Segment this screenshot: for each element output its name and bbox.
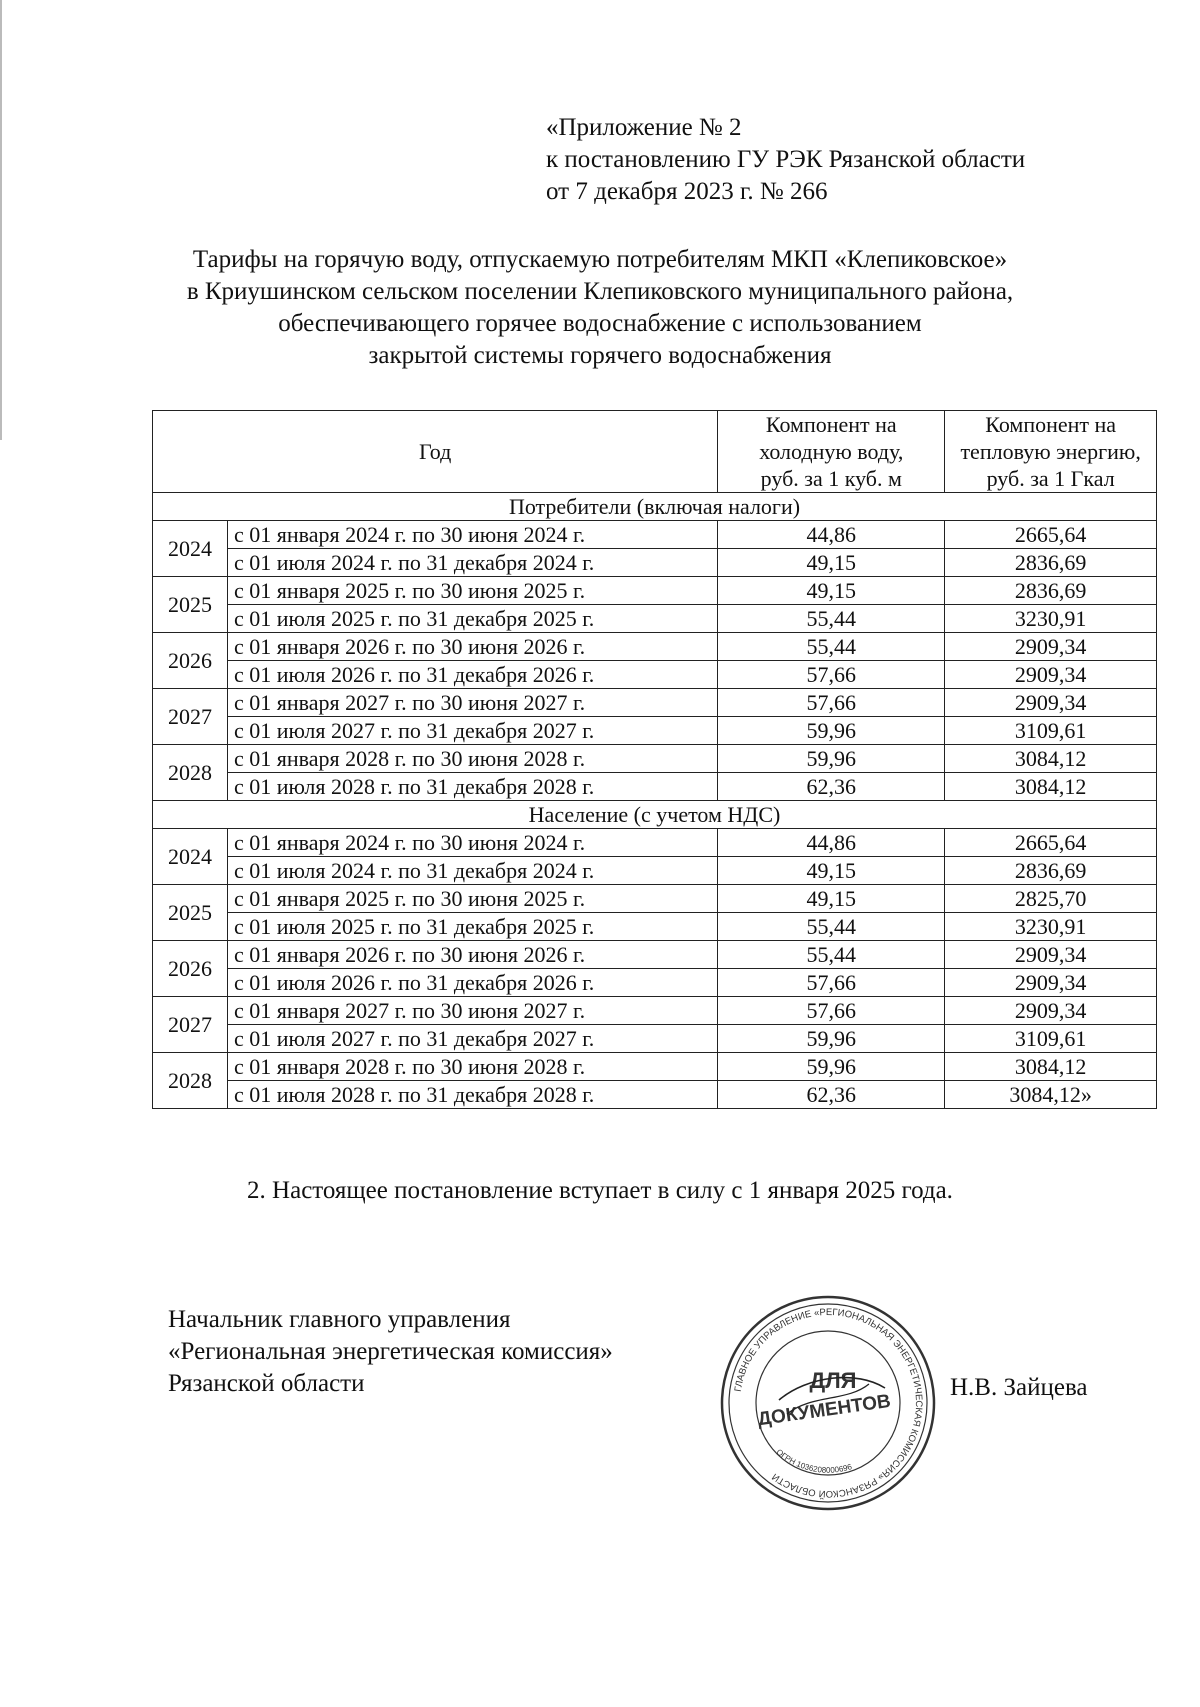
period-cell: с 01 июля 2026 г. по 31 декабря 2026 г. <box>228 661 718 689</box>
year-cell: 2027 <box>153 689 228 745</box>
table-row <box>153 549 1157 577</box>
period-cell: с 01 января 2028 г. по 30 июня 2028 г. <box>228 745 718 773</box>
table-row <box>153 521 1157 549</box>
period-cell: с 01 июля 2028 г. по 31 декабря 2028 г. <box>228 773 718 801</box>
heat-energy-cell: 3230,91 <box>945 913 1157 941</box>
cold-water-cell: 62,36 <box>718 773 945 801</box>
period-cell: с 01 июля 2027 г. по 31 декабря 2027 г. <box>228 1025 718 1053</box>
header-cold-line: Компонент на <box>765 412 897 437</box>
section-row <box>153 801 1157 829</box>
heat-energy-cell: 3084,12 <box>945 1053 1157 1081</box>
year-cell: 2028 <box>153 745 228 801</box>
header-heat-line: тепловую энергию, <box>960 439 1141 464</box>
header-row <box>153 411 1157 493</box>
title-line-3: обеспечивающего горячее водоснабжение с использованием <box>278 310 922 337</box>
heat-energy-cell: 3109,61 <box>945 717 1157 745</box>
table-row <box>153 885 1157 913</box>
cold-water-cell: 55,44 <box>718 913 945 941</box>
title-line-2: в Криушинском сельском поселении Клепиковского муниципального района, <box>186 278 1014 305</box>
heat-energy-cell: 2836,69 <box>945 577 1157 605</box>
cold-water-cell: 55,44 <box>718 605 945 633</box>
cold-water-cell: 62,36 <box>718 1081 945 1109</box>
period-cell: с 01 июля 2027 г. по 31 декабря 2027 г. <box>228 717 718 745</box>
position-line-3: Рязанской области <box>168 1370 365 1397</box>
tariff-table <box>152 410 1157 1109</box>
cold-water-cell: 57,66 <box>718 661 945 689</box>
heat-energy-cell: 2909,34 <box>945 969 1157 997</box>
section-title: Потребители (включая налоги) <box>153 493 1157 521</box>
cold-water-cell: 59,96 <box>718 1025 945 1053</box>
year-cell: 2025 <box>153 885 228 941</box>
table-row <box>153 913 1157 941</box>
year-cell: 2024 <box>153 521 228 577</box>
effective-date-clause: 2. Настоящее постановление вступает в силу с 1 января 2025 года. <box>247 1177 953 1204</box>
period-cell: с 01 июля 2026 г. по 31 декабря 2026 г. <box>228 969 718 997</box>
header-year: Год <box>153 411 718 493</box>
cold-water-cell: 49,15 <box>718 885 945 913</box>
position-line-2: «Региональная энергетическая комиссия» <box>168 1338 613 1365</box>
period-cell: с 01 января 2027 г. по 30 июня 2027 г. <box>228 689 718 717</box>
heat-energy-cell: 2909,34 <box>945 997 1157 1025</box>
cold-water-cell: 49,15 <box>718 577 945 605</box>
header-heat-line: Компонент на <box>985 412 1117 437</box>
heat-energy-cell: 2825,70 <box>945 885 1157 913</box>
year-cell: 2025 <box>153 577 228 633</box>
year-cell: 2026 <box>153 633 228 689</box>
appendix-reference <box>546 112 1025 208</box>
table-row <box>153 829 1157 857</box>
cold-water-cell: 59,96 <box>718 745 945 773</box>
cold-water-cell: 44,86 <box>718 521 945 549</box>
period-cell: с 01 января 2026 г. по 30 июня 2026 г. <box>228 633 718 661</box>
period-cell: с 01 января 2027 г. по 30 июня 2027 г. <box>228 997 718 1025</box>
heat-energy-cell: 2836,69 <box>945 857 1157 885</box>
position-line-1: Начальник главного управления <box>168 1306 511 1333</box>
section-row <box>153 493 1157 521</box>
table-row <box>153 857 1157 885</box>
table-row <box>153 969 1157 997</box>
stamp-ogrn-text: ОГРН 1036208000696 <box>774 1447 853 1475</box>
table-row <box>153 1053 1157 1081</box>
year-cell: 2024 <box>153 829 228 885</box>
table-row <box>153 773 1157 801</box>
heat-energy-cell: 3109,61 <box>945 1025 1157 1053</box>
table-row <box>153 633 1157 661</box>
table-row <box>153 717 1157 745</box>
table-row <box>153 941 1157 969</box>
title-line-1: Тарифы на горячую воду, отпускаемую потребителям МКП «Клепиковское» <box>192 246 1008 273</box>
heat-energy-cell: 2665,64 <box>945 521 1157 549</box>
heat-energy-cell: 2909,34 <box>945 689 1157 717</box>
cold-water-cell: 55,44 <box>718 633 945 661</box>
table-row <box>153 605 1157 633</box>
appendix-line-3: от 7 декабря 2023 г. № 266 <box>546 178 828 205</box>
period-cell: с 01 июля 2028 г. по 31 декабря 2028 г. <box>228 1081 718 1109</box>
table-row <box>153 1081 1157 1109</box>
period-cell: с 01 января 2024 г. по 30 июня 2024 г. <box>228 521 718 549</box>
table-row <box>153 577 1157 605</box>
cold-water-cell: 55,44 <box>718 941 945 969</box>
heat-energy-cell: 3230,91 <box>945 605 1157 633</box>
heat-energy-cell: 2909,34 <box>945 941 1157 969</box>
appendix-line-1: «Приложение № 2 <box>546 114 742 141</box>
table-row <box>153 661 1157 689</box>
header-cold-line: холодную воду, <box>759 439 904 464</box>
period-cell: с 01 июля 2024 г. по 31 декабря 2024 г. <box>228 549 718 577</box>
period-cell: с 01 января 2025 г. по 30 июня 2025 г. <box>228 885 718 913</box>
period-cell: с 01 января 2028 г. по 30 июня 2028 г. <box>228 1053 718 1081</box>
header-cold-line: руб. за 1 куб. м <box>760 466 902 491</box>
title-line-4: закрытой системы горячего водоснабжения <box>368 342 832 369</box>
heat-energy-cell: 2909,34 <box>945 661 1157 689</box>
header-heat-energy <box>945 411 1157 493</box>
heat-energy-cell: 3084,12 <box>945 773 1157 801</box>
signatory-name: Н.В. Зайцева <box>950 1374 1088 1401</box>
header-heat-line: руб. за 1 Гкал <box>986 466 1115 491</box>
period-cell: с 01 января 2025 г. по 30 июня 2025 г. <box>228 577 718 605</box>
cold-water-cell: 57,66 <box>718 689 945 717</box>
table-row <box>153 1025 1157 1053</box>
stamp-center-line-2: ДОКУМЕНТОВ <box>756 1390 893 1431</box>
period-cell: с 01 июля 2025 г. по 31 декабря 2025 г. <box>228 913 718 941</box>
document-title <box>80 244 1120 372</box>
tariff-body <box>153 493 1157 1109</box>
heat-energy-cell: 2836,69 <box>945 549 1157 577</box>
table-row <box>153 745 1157 773</box>
year-cell: 2028 <box>153 1053 228 1109</box>
official-seal-stamp <box>717 1292 939 1514</box>
cold-water-cell: 49,15 <box>718 549 945 577</box>
period-cell: с 01 января 2024 г. по 30 июня 2024 г. <box>228 829 718 857</box>
cold-water-cell: 44,86 <box>718 829 945 857</box>
cold-water-cell: 49,15 <box>718 857 945 885</box>
period-cell: с 01 июля 2024 г. по 31 декабря 2024 г. <box>228 857 718 885</box>
stamp-center-line-1: ДЛЯ <box>809 1368 857 1393</box>
year-cell: 2026 <box>153 941 228 997</box>
cold-water-cell: 59,96 <box>718 717 945 745</box>
cold-water-cell: 57,66 <box>718 997 945 1025</box>
cold-water-cell: 57,66 <box>718 969 945 997</box>
heat-energy-cell: 2665,64 <box>945 829 1157 857</box>
table-row <box>153 689 1157 717</box>
table-row <box>153 997 1157 1025</box>
appendix-line-2: к постановлению ГУ РЭК Рязанской области <box>546 146 1026 173</box>
section-title: Население (с учетом НДС) <box>153 801 1157 829</box>
signatory-position <box>168 1304 613 1400</box>
period-cell: с 01 июля 2025 г. по 31 декабря 2025 г. <box>228 605 718 633</box>
heat-energy-cell: 3084,12 <box>945 745 1157 773</box>
cold-water-cell: 59,96 <box>718 1053 945 1081</box>
stamp-ring-text: ГЛАВНОЕ УПРАВЛЕНИЕ «РЕГИОНАЛЬНАЯ ЭНЕРГЕТИЧЕСКАЯ КОМИССИЯ» РЯЗАНСКОЙ ОБЛАСТИ <box>732 1306 925 1500</box>
heat-energy-cell: 2909,34 <box>945 633 1157 661</box>
scan-margin-line <box>0 0 2 440</box>
header-cold-water <box>718 411 945 493</box>
period-cell: с 01 января 2026 г. по 30 июня 2026 г. <box>228 941 718 969</box>
heat-energy-cell: 3084,12» <box>945 1081 1157 1109</box>
year-cell: 2027 <box>153 997 228 1053</box>
